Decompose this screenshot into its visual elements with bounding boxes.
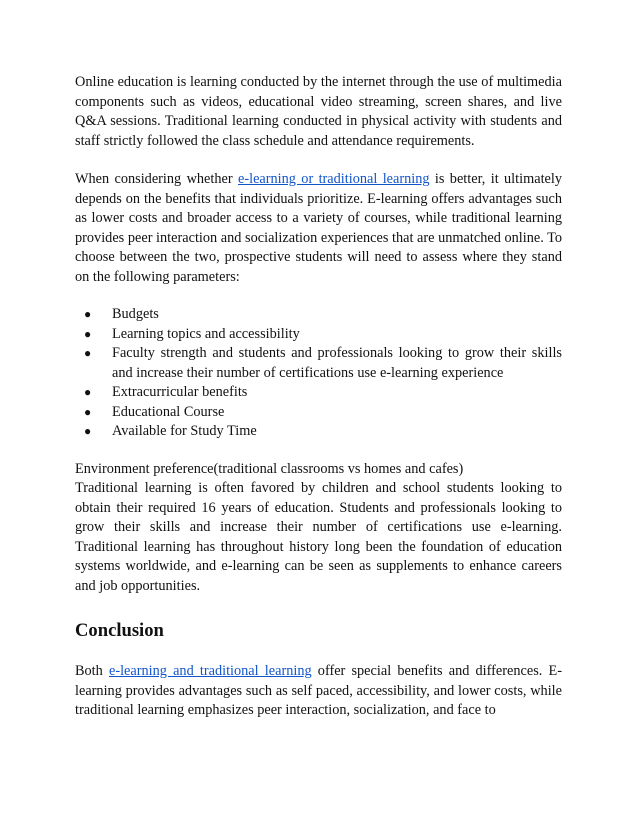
intro-paragraph: Online education is learning conducted by the internet through the use of multimedia components such as videos, educational video streaming, screen shares, and live Q&A sessions. Traditional learning conducted in physical activity with students and staff strictly followed the class schedule and attendance requirements. — [75, 74, 562, 149]
comparison-paragraph — [75, 170, 562, 287]
list-item-text: Faculty strength and students and professionals looking to grow their skills and increase their number of certifications use e-learning experience — [112, 345, 562, 381]
environment-paragraph: Traditional learning is often favored by children and school students looking to obtain their required 16 years of education. Students and professionals looking to grow their skills and increase their number of certifications use e-learning. Traditional learning has throughout history long been the foundation of education systems worldwide, and e-learning can be seen as supplements to enhance careers and job opportunities. — [75, 480, 562, 594]
list-item-text: Available for Study Time — [112, 423, 257, 439]
elearning-and-traditional-link[interactable]: e-learning and traditional learning — [108, 663, 312, 679]
comparison-text-before-link: When considering whether — [75, 171, 238, 187]
comparison-text-after-link: is better, it ultimately depends on the benefits that individuals prioritize. E-learning offers advantages such as lower costs and broader access to a variety of courses, while traditional learning provides peer interaction and socialization experiences that are unmatched online. To choose between the two, prospective students will need to assess where they stand on the following parameters: — [75, 171, 563, 285]
list-item-text: Educational Course — [112, 403, 225, 420]
list-item — [84, 325, 562, 345]
conclusion-paragraph — [75, 662, 562, 721]
list-item — [84, 305, 562, 325]
list-item — [84, 403, 562, 423]
bullet-icon: ● — [84, 424, 92, 438]
list-item — [84, 422, 562, 442]
bullet-icon: ● — [84, 346, 92, 360]
conclusion-text-after-link: offer special benefits and differences. E-learning provides advantages such as self paced, accessibility, and lower costs, while traditional learning emphasizes peer interaction, socialization, and face to — [75, 663, 562, 718]
document-body — [75, 73, 562, 721]
environment-preference-line: Environment preference(traditional classrooms vs homes and cafes) — [75, 460, 464, 477]
bullet-icon: ● — [84, 307, 92, 321]
list-item — [84, 344, 562, 383]
bullet-icon: ● — [84, 326, 92, 341]
bullet-icon: ● — [84, 385, 92, 399]
parameters-list — [75, 305, 562, 442]
list-item-text: Budgets — [112, 306, 159, 322]
elearning-or-traditional-link[interactable]: e-learning or traditional learning — [237, 171, 430, 187]
bullet-icon: ● — [84, 404, 92, 419]
list-item — [84, 383, 562, 403]
list-item-text: Learning topics and accessibility — [112, 325, 300, 342]
conclusion-heading: Conclusion — [75, 620, 164, 641]
conclusion-text-before-link: Both — [75, 663, 109, 679]
list-item-text: Extracurricular benefits — [112, 384, 248, 400]
